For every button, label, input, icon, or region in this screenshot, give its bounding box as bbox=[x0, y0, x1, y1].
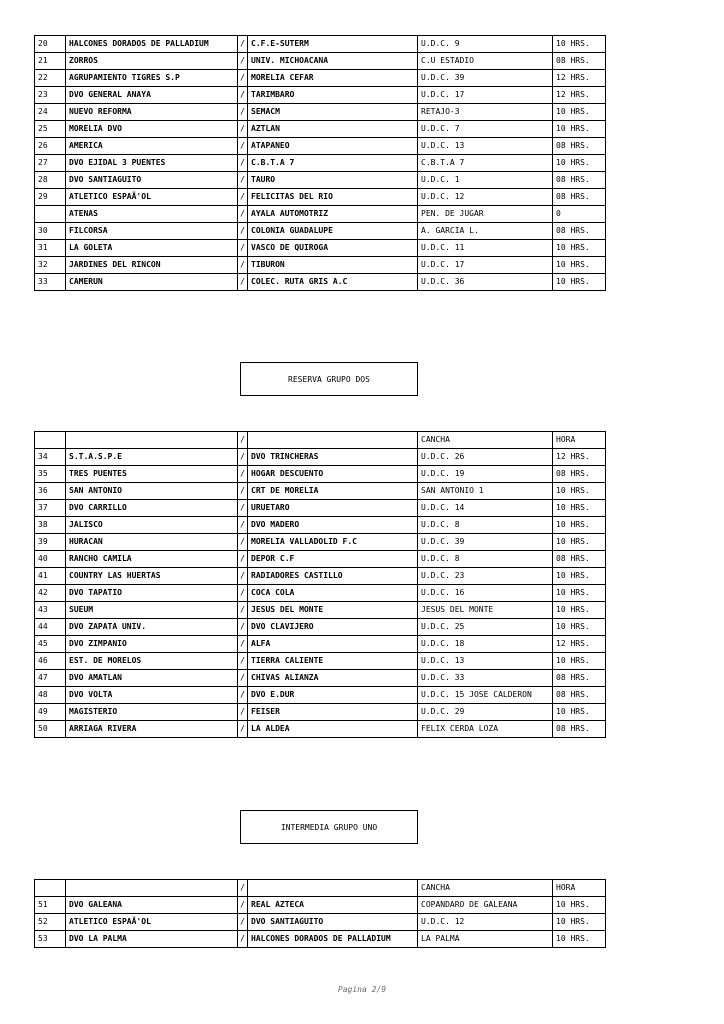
table-row bbox=[35, 70, 606, 87]
time-cell: 10 HRS. bbox=[553, 500, 606, 517]
field-cell: FELIX CERDA LOZA bbox=[418, 721, 553, 738]
field-cell: CANCHA bbox=[418, 432, 553, 449]
table-row bbox=[35, 138, 606, 155]
table-row bbox=[35, 104, 606, 121]
time-cell: 10 HRS. bbox=[553, 568, 606, 585]
table-row bbox=[35, 274, 606, 291]
home-team-cell: EST. DE MORELOS bbox=[66, 653, 238, 670]
separator-cell: / bbox=[238, 240, 248, 257]
home-team-cell: ATENAS bbox=[66, 206, 238, 223]
away-team-cell: DVO MADERO bbox=[248, 517, 418, 534]
separator-cell: / bbox=[238, 121, 248, 138]
table-row bbox=[35, 585, 606, 602]
away-team-cell: DVO SANTIAGUITO bbox=[248, 914, 418, 931]
away-team-cell: COLEC. RUTA GRIS A.C bbox=[248, 274, 418, 291]
separator-cell: / bbox=[238, 432, 248, 449]
away-team-cell: JESUS DEL MONTE bbox=[248, 602, 418, 619]
field-cell: U.D.C. 8 bbox=[418, 517, 553, 534]
away-team-cell: FEISER bbox=[248, 704, 418, 721]
separator-cell: / bbox=[238, 53, 248, 70]
away-team-cell: COCA COLA bbox=[248, 585, 418, 602]
away-team-cell: LA ALDEA bbox=[248, 721, 418, 738]
match-number-cell: 27 bbox=[35, 155, 66, 172]
separator-cell: / bbox=[238, 619, 248, 636]
field-cell: JESUS DEL MONTE bbox=[418, 602, 553, 619]
separator-cell: / bbox=[238, 602, 248, 619]
match-number-cell: 53 bbox=[35, 931, 66, 948]
separator-cell: / bbox=[238, 70, 248, 87]
separator-cell: / bbox=[238, 206, 248, 223]
match-number-cell: 21 bbox=[35, 53, 66, 70]
home-team-cell: ATLETICO ESPAÃ'OL bbox=[66, 189, 238, 206]
away-team-cell: FELICITAS DEL RIO bbox=[248, 189, 418, 206]
field-cell: U.D.C. 26 bbox=[418, 449, 553, 466]
separator-cell: / bbox=[238, 449, 248, 466]
separator-cell: / bbox=[238, 257, 248, 274]
section-title-intermedia-grupo-uno: INTERMEDIA GRUPO UNO bbox=[240, 810, 418, 844]
field-cell: U.D.C. 33 bbox=[418, 670, 553, 687]
time-cell: 10 HRS. bbox=[553, 104, 606, 121]
separator-cell: / bbox=[238, 189, 248, 206]
time-cell: 10 HRS. bbox=[553, 240, 606, 257]
away-team-cell: C.F.E-SUTERM bbox=[248, 36, 418, 53]
away-team-cell: SEMACM bbox=[248, 104, 418, 121]
separator-cell: / bbox=[238, 897, 248, 914]
time-cell: 08 HRS. bbox=[553, 53, 606, 70]
field-cell: U.D.C. 18 bbox=[418, 636, 553, 653]
match-table-3 bbox=[34, 879, 606, 948]
separator-cell: / bbox=[238, 653, 248, 670]
table-row bbox=[35, 466, 606, 483]
field-cell: C.U ESTADIO bbox=[418, 53, 553, 70]
table-row bbox=[35, 534, 606, 551]
away-team-cell: DVO CLAVIJERO bbox=[248, 619, 418, 636]
home-team-cell: ATLETICO ESPAÃ'OL bbox=[66, 914, 238, 931]
table-row bbox=[35, 517, 606, 534]
field-cell: RETAJO-3 bbox=[418, 104, 553, 121]
away-team-cell: MORELIA CEFAR bbox=[248, 70, 418, 87]
match-number-cell: 49 bbox=[35, 704, 66, 721]
separator-cell: / bbox=[238, 880, 248, 897]
match-number-cell: 30 bbox=[35, 223, 66, 240]
table-row bbox=[35, 87, 606, 104]
home-team-cell bbox=[66, 432, 238, 449]
table-row bbox=[35, 704, 606, 721]
match-number-cell: 50 bbox=[35, 721, 66, 738]
separator-cell: / bbox=[238, 172, 248, 189]
time-cell: 12 HRS. bbox=[553, 70, 606, 87]
away-team-cell bbox=[248, 880, 418, 897]
match-number-cell bbox=[35, 432, 66, 449]
section-title-reserva-grupo-dos: RESERVA GRUPO DOS bbox=[240, 362, 418, 396]
away-team-cell: DVO TRINCHERAS bbox=[248, 449, 418, 466]
table-row bbox=[35, 172, 606, 189]
home-team-cell bbox=[66, 880, 238, 897]
table-row bbox=[35, 449, 606, 466]
time-cell: 08 HRS. bbox=[553, 172, 606, 189]
match-number-cell: 45 bbox=[35, 636, 66, 653]
match-number-cell: 44 bbox=[35, 619, 66, 636]
field-cell: U.D.C. 17 bbox=[418, 87, 553, 104]
table-row bbox=[35, 240, 606, 257]
home-team-cell: FILCORSA bbox=[66, 223, 238, 240]
field-cell: C.B.T.A 7 bbox=[418, 155, 553, 172]
away-team-cell: TIBURON bbox=[248, 257, 418, 274]
away-team-cell: HALCONES DORADOS DE PALLADIUM bbox=[248, 931, 418, 948]
separator-cell: / bbox=[238, 585, 248, 602]
field-cell: U.D.C. 23 bbox=[418, 568, 553, 585]
match-number-cell: 37 bbox=[35, 500, 66, 517]
time-cell: 10 HRS. bbox=[553, 602, 606, 619]
match-number-cell: 46 bbox=[35, 653, 66, 670]
home-team-cell: JARDINES DEL RINCON bbox=[66, 257, 238, 274]
table-row bbox=[35, 636, 606, 653]
home-team-cell: DVO ZIMPANIO bbox=[66, 636, 238, 653]
table-row bbox=[35, 653, 606, 670]
time-cell: 08 HRS. bbox=[553, 189, 606, 206]
home-team-cell: DVO AMATLAN bbox=[66, 670, 238, 687]
field-cell: U.D.C. 19 bbox=[418, 466, 553, 483]
time-cell: 10 HRS. bbox=[553, 619, 606, 636]
away-team-cell bbox=[248, 432, 418, 449]
home-team-cell: NUEVO REFORMA bbox=[66, 104, 238, 121]
time-cell: 10 HRS. bbox=[553, 653, 606, 670]
match-number-cell: 40 bbox=[35, 551, 66, 568]
field-cell: U.D.C. 15 JOSE CALDERON bbox=[418, 687, 553, 704]
table-row bbox=[35, 670, 606, 687]
time-cell: 12 HRS. bbox=[553, 636, 606, 653]
away-team-cell: C.B.T.A 7 bbox=[248, 155, 418, 172]
field-cell: U.D.C. 7 bbox=[418, 121, 553, 138]
field-cell: U.D.C. 29 bbox=[418, 704, 553, 721]
time-cell: HORA bbox=[553, 880, 606, 897]
home-team-cell: SUEUM bbox=[66, 602, 238, 619]
time-cell: 10 HRS. bbox=[553, 931, 606, 948]
match-number-cell: 41 bbox=[35, 568, 66, 585]
table-row bbox=[35, 897, 606, 914]
table-header-row bbox=[35, 432, 606, 449]
field-cell: SAN ANTONIO 1 bbox=[418, 483, 553, 500]
home-team-cell: ZORROS bbox=[66, 53, 238, 70]
separator-cell: / bbox=[238, 104, 248, 121]
separator-cell: / bbox=[238, 568, 248, 585]
table-row bbox=[35, 223, 606, 240]
table-row bbox=[35, 687, 606, 704]
time-cell: 10 HRS. bbox=[553, 36, 606, 53]
home-team-cell: RANCHO CAMILA bbox=[66, 551, 238, 568]
field-cell: U.D.C. 36 bbox=[418, 274, 553, 291]
page-number: Pagina 2/9 bbox=[337, 985, 387, 994]
field-cell: U.D.C. 14 bbox=[418, 500, 553, 517]
match-number-cell: 32 bbox=[35, 257, 66, 274]
home-team-cell: DVO SANTIAGUITO bbox=[66, 172, 238, 189]
separator-cell: / bbox=[238, 36, 248, 53]
time-cell: HORA bbox=[553, 432, 606, 449]
table-row bbox=[35, 721, 606, 738]
separator-cell: / bbox=[238, 466, 248, 483]
home-team-cell: AGRUPAMIENTO TIGRES S.P bbox=[66, 70, 238, 87]
separator-cell: / bbox=[238, 483, 248, 500]
match-number-cell: 22 bbox=[35, 70, 66, 87]
separator-cell: / bbox=[238, 87, 248, 104]
match-number-cell: 31 bbox=[35, 240, 66, 257]
away-team-cell: TIERRA CALIENTE bbox=[248, 653, 418, 670]
table-row bbox=[35, 483, 606, 500]
match-number-cell: 42 bbox=[35, 585, 66, 602]
separator-cell: / bbox=[238, 534, 248, 551]
home-team-cell: DVO ZAPATA UNIV. bbox=[66, 619, 238, 636]
home-team-cell: HURACAN bbox=[66, 534, 238, 551]
separator-cell: / bbox=[238, 636, 248, 653]
table-row bbox=[35, 155, 606, 172]
table-row bbox=[35, 206, 606, 223]
home-team-cell: DVO TAPATIO bbox=[66, 585, 238, 602]
table-row bbox=[35, 53, 606, 70]
field-cell: U.D.C. 8 bbox=[418, 551, 553, 568]
table-row bbox=[35, 931, 606, 948]
match-number-cell: 36 bbox=[35, 483, 66, 500]
match-table-2 bbox=[34, 431, 606, 738]
time-cell: 10 HRS. bbox=[553, 585, 606, 602]
match-number-cell: 52 bbox=[35, 914, 66, 931]
separator-cell: / bbox=[238, 721, 248, 738]
time-cell: 08 HRS. bbox=[553, 551, 606, 568]
home-team-cell: JALISCO bbox=[66, 517, 238, 534]
home-team-cell: TRES PUENTES bbox=[66, 466, 238, 483]
match-number-cell: 23 bbox=[35, 87, 66, 104]
field-cell: U.D.C. 39 bbox=[418, 70, 553, 87]
away-team-cell: AZTLAN bbox=[248, 121, 418, 138]
away-team-cell: CHIVAS ALIANZA bbox=[248, 670, 418, 687]
home-team-cell: MAGISTERIO bbox=[66, 704, 238, 721]
home-team-cell: DVO VOLTA bbox=[66, 687, 238, 704]
field-cell: U.D.C. 13 bbox=[418, 653, 553, 670]
home-team-cell: CAMERUN bbox=[66, 274, 238, 291]
away-team-cell: DEPOR C.F bbox=[248, 551, 418, 568]
match-number-cell: 48 bbox=[35, 687, 66, 704]
match-number-cell: 24 bbox=[35, 104, 66, 121]
time-cell: 10 HRS. bbox=[553, 914, 606, 931]
field-cell: COPANDARO DE GALEANA bbox=[418, 897, 553, 914]
home-team-cell: DVO CARRILLO bbox=[66, 500, 238, 517]
match-number-cell: 20 bbox=[35, 36, 66, 53]
time-cell: 08 HRS. bbox=[553, 687, 606, 704]
match-number-cell bbox=[35, 206, 66, 223]
time-cell: 0 bbox=[553, 206, 606, 223]
table-row bbox=[35, 189, 606, 206]
separator-cell: / bbox=[238, 687, 248, 704]
away-team-cell: ALFA bbox=[248, 636, 418, 653]
field-cell: U.D.C. 13 bbox=[418, 138, 553, 155]
separator-cell: / bbox=[238, 138, 248, 155]
time-cell: 10 HRS. bbox=[553, 897, 606, 914]
table-row bbox=[35, 914, 606, 931]
separator-cell: / bbox=[238, 551, 248, 568]
away-team-cell: REAL AZTECA bbox=[248, 897, 418, 914]
match-number-cell: 28 bbox=[35, 172, 66, 189]
time-cell: 10 HRS. bbox=[553, 155, 606, 172]
away-team-cell: TARIMBARO bbox=[248, 87, 418, 104]
away-team-cell: TAURO bbox=[248, 172, 418, 189]
home-team-cell: DVO LA PALMA bbox=[66, 931, 238, 948]
match-table-1 bbox=[34, 35, 606, 291]
away-team-cell: UNIV. MICHOACANA bbox=[248, 53, 418, 70]
time-cell: 10 HRS. bbox=[553, 274, 606, 291]
table-row bbox=[35, 551, 606, 568]
match-number-cell: 33 bbox=[35, 274, 66, 291]
separator-cell: / bbox=[238, 500, 248, 517]
away-team-cell: URUETARO bbox=[248, 500, 418, 517]
home-team-cell: MORELIA DVO bbox=[66, 121, 238, 138]
time-cell: 10 HRS. bbox=[553, 517, 606, 534]
separator-cell: / bbox=[238, 223, 248, 240]
time-cell: 10 HRS. bbox=[553, 483, 606, 500]
match-number-cell: 43 bbox=[35, 602, 66, 619]
separator-cell: / bbox=[238, 704, 248, 721]
field-cell: U.D.C. 17 bbox=[418, 257, 553, 274]
table-header-row bbox=[35, 880, 606, 897]
table-row bbox=[35, 602, 606, 619]
away-team-cell: RADIADORES CASTILLO bbox=[248, 568, 418, 585]
match-number-cell: 26 bbox=[35, 138, 66, 155]
time-cell: 10 HRS. bbox=[553, 534, 606, 551]
time-cell: 10 HRS. bbox=[553, 704, 606, 721]
home-team-cell: DVO GENERAL ANAYA bbox=[66, 87, 238, 104]
match-number-cell: 34 bbox=[35, 449, 66, 466]
time-cell: 10 HRS. bbox=[553, 121, 606, 138]
table-row bbox=[35, 121, 606, 138]
field-cell: U.D.C. 1 bbox=[418, 172, 553, 189]
field-cell: U.D.C. 39 bbox=[418, 534, 553, 551]
separator-cell: / bbox=[238, 931, 248, 948]
field-cell: U.D.C. 12 bbox=[418, 189, 553, 206]
away-team-cell: DVO E.DUR bbox=[248, 687, 418, 704]
time-cell: 12 HRS. bbox=[553, 449, 606, 466]
table-row bbox=[35, 568, 606, 585]
time-cell: 12 HRS. bbox=[553, 87, 606, 104]
match-number-cell: 25 bbox=[35, 121, 66, 138]
away-team-cell: VASCO DE QUIROGA bbox=[248, 240, 418, 257]
home-team-cell: S.T.A.S.P.E bbox=[66, 449, 238, 466]
field-cell: A. GARCIA L. bbox=[418, 223, 553, 240]
match-number-cell: 35 bbox=[35, 466, 66, 483]
home-team-cell: COUNTRY LAS HUERTAS bbox=[66, 568, 238, 585]
away-team-cell: HOGAR DESCUENTO bbox=[248, 466, 418, 483]
time-cell: 08 HRS. bbox=[553, 670, 606, 687]
away-team-cell: CRT DE MORELIA bbox=[248, 483, 418, 500]
field-cell: PEN. DE JUGAR bbox=[418, 206, 553, 223]
match-number-cell: 38 bbox=[35, 517, 66, 534]
match-number-cell: 47 bbox=[35, 670, 66, 687]
field-cell: U.D.C. 16 bbox=[418, 585, 553, 602]
home-team-cell: LA GOLETA bbox=[66, 240, 238, 257]
field-cell: U.D.C. 25 bbox=[418, 619, 553, 636]
table-row bbox=[35, 36, 606, 53]
match-number-cell: 51 bbox=[35, 897, 66, 914]
time-cell: 08 HRS. bbox=[553, 721, 606, 738]
home-team-cell: DVO GALEANA bbox=[66, 897, 238, 914]
home-team-cell: HALCONES DORADOS DE PALLADIUM bbox=[66, 36, 238, 53]
away-team-cell: MORELIA VALLADOLID F.C bbox=[248, 534, 418, 551]
time-cell: 08 HRS. bbox=[553, 466, 606, 483]
separator-cell: / bbox=[238, 517, 248, 534]
time-cell: 08 HRS. bbox=[553, 138, 606, 155]
time-cell: 08 HRS. bbox=[553, 223, 606, 240]
separator-cell: / bbox=[238, 274, 248, 291]
separator-cell: / bbox=[238, 914, 248, 931]
away-team-cell: AYALA AUTOMOTRIZ bbox=[248, 206, 418, 223]
table-row bbox=[35, 619, 606, 636]
field-cell: U.D.C. 9 bbox=[418, 36, 553, 53]
away-team-cell: ATAPANEO bbox=[248, 138, 418, 155]
match-number-cell bbox=[35, 880, 66, 897]
home-team-cell: SAN ANTONIO bbox=[66, 483, 238, 500]
field-cell: U.D.C. 11 bbox=[418, 240, 553, 257]
home-team-cell: DVO EJIDAL 3 PUENTES bbox=[66, 155, 238, 172]
separator-cell: / bbox=[238, 670, 248, 687]
time-cell: 10 HRS. bbox=[553, 257, 606, 274]
field-cell: U.D.C. 12 bbox=[418, 914, 553, 931]
match-number-cell: 39 bbox=[35, 534, 66, 551]
home-team-cell: ARRIAGA RIVERA bbox=[66, 721, 238, 738]
field-cell: CANCHA bbox=[418, 880, 553, 897]
match-number-cell: 29 bbox=[35, 189, 66, 206]
separator-cell: / bbox=[238, 155, 248, 172]
table-row bbox=[35, 500, 606, 517]
table-row bbox=[35, 257, 606, 274]
field-cell: LA PALMA bbox=[418, 931, 553, 948]
away-team-cell: COLONIA GUADALUPE bbox=[248, 223, 418, 240]
home-team-cell: AMERICA bbox=[66, 138, 238, 155]
